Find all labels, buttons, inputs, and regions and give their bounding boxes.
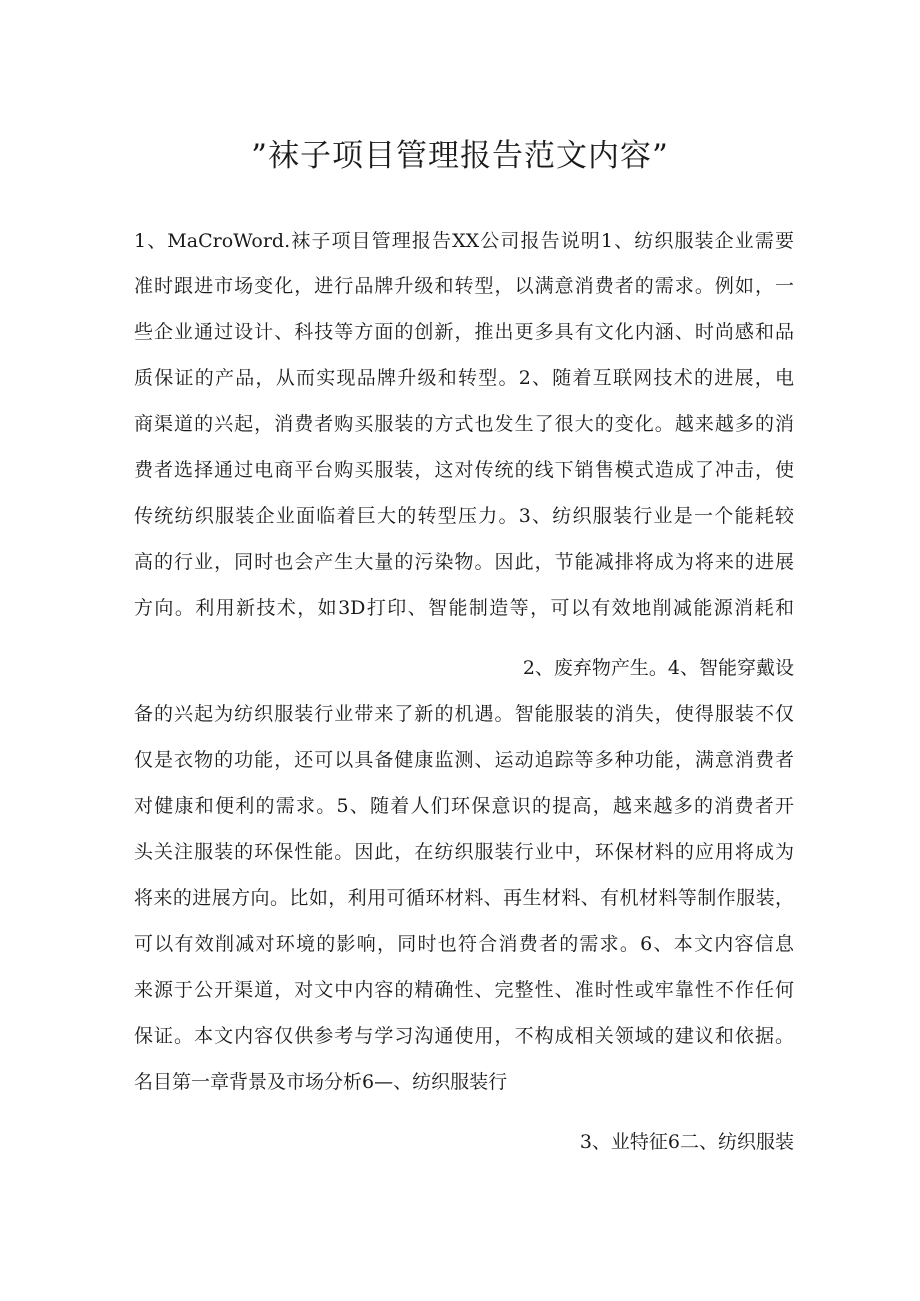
- body-line: 质保证的产品，从而实现品牌升级和转型。2、随着互联网技术的进展，电: [134, 367, 794, 389]
- body-line: 高的行业，同时也会产生大量的污染物。因此，节能减排将成为将来的进展: [134, 551, 794, 573]
- body-line: 商渠道的兴起，消费者购买服装的方式也发生了很大的变化。越来越多的消: [134, 413, 794, 435]
- body-line: 方向。利用新技术，如3D打印、智能制造等，可以有效地削减能源消耗和: [134, 597, 794, 619]
- body-line: 准时跟进市场变化，进行品牌升级和转型，以满意消费者的需求。例如，一: [134, 275, 794, 297]
- body-line: 传统纺织服装企业面临着巨大的转型压力。3、纺织服装行业是一个能耗较: [134, 505, 794, 527]
- body-line: 将来的进展方向。比如，利用可循环材料、再生材料、有机材料等制作服装，: [134, 887, 794, 909]
- body-line: 些企业通过设计、科技等方面的创新，推出更多具有文化内涵、时尚感和品: [134, 321, 794, 343]
- body-line: 费者选择通过电商平台购买服装，这对传统的线下销售模式造成了冲击，使: [134, 459, 794, 481]
- body-line: 1、MaCroWord.袜子项目管理报告XX公司报告说明1、纺织服装企业需要: [134, 230, 794, 252]
- body-line: 仅是衣物的功能，还可以具备健康监测、运动追踪等多种功能，满意消费者: [134, 749, 794, 771]
- body-line: 对健康和便利的需求。5、随着人们环保意识的提高，越来越多的消费者开: [134, 795, 794, 817]
- body-line: 保证。本文内容仅供参考与学习沟通使用，不构成相关领域的建议和依据。: [134, 1025, 794, 1047]
- body-line-right: 3、业特征6二、纺织服装: [579, 1131, 794, 1153]
- body-line-right: 2、废弃物产生。4、智能穿戴设: [522, 657, 794, 679]
- body-line: 头关注服装的环保性能。因此，在纺织服装行业中，环保材料的应用将成为: [134, 841, 794, 863]
- body-line-short: 名目第一章背景及市场分析6—、纺织服装行: [134, 1071, 508, 1093]
- body-line: 可以有效削减对环境的影响，同时也符合消费者的需求。6、本文内容信息: [134, 933, 794, 955]
- document-title: ”袜子项目管理报告范文内容”: [251, 138, 669, 174]
- body-line: 备的兴起为纺织服装行业带来了新的机遇。智能服装的消失，使得服装不仅: [134, 703, 794, 725]
- body-line: 来源于公开渠道，对文中内容的精确性、完整性、准时性或牢靠性不作任何: [134, 979, 794, 1001]
